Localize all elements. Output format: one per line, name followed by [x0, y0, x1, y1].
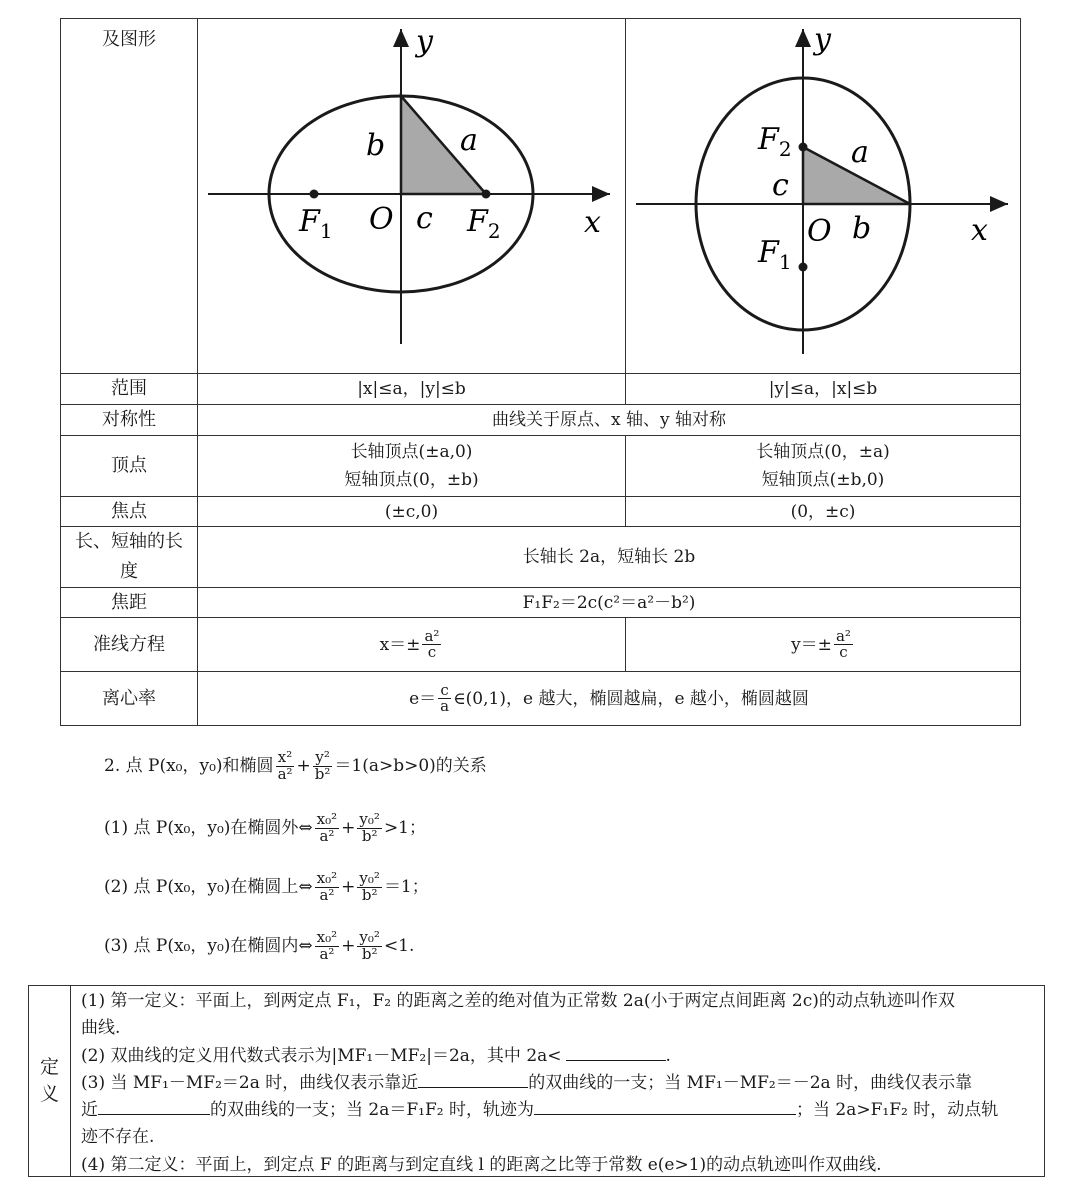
- focus-f1-point: [310, 190, 319, 199]
- section2-title-prefix: 2. 点 P(x₀，y₀)和椭圆: [104, 755, 274, 776]
- section2-item-inside: [104, 930, 414, 963]
- definition-line-4: [81, 1070, 1041, 1097]
- fraction-x0-a2: [315, 871, 340, 904]
- label-origin: O: [369, 202, 394, 237]
- fraction-numerator: y₀²: [359, 810, 380, 828]
- definition-body: [81, 988, 1041, 1179]
- fraction-numerator: c: [440, 680, 449, 699]
- range-left: |x|≤a，|y|≤b: [198, 374, 626, 405]
- label-f1: $F_1$: [758, 235, 792, 274]
- label-f2: $F_2$: [467, 204, 501, 243]
- fraction-y2-b2: [313, 750, 333, 783]
- line4-text-a: (3) 当 MF₁－MF₂＝2a 时，曲线仅表示靠近: [81, 1072, 419, 1093]
- range-right: |y|≤a，|x|≤b: [626, 374, 1021, 405]
- table-row: [61, 374, 1021, 405]
- row-label-eccentricity: 离心率: [61, 672, 198, 726]
- fraction-denominator: b²: [361, 885, 378, 904]
- label-c: c: [772, 168, 789, 203]
- table-row: [61, 527, 1021, 587]
- plus-sign: +: [341, 935, 356, 956]
- fraction-denominator: a²: [319, 826, 335, 845]
- answer-blank-4[interactable]: [534, 1097, 796, 1115]
- label-origin: O: [807, 214, 832, 249]
- vertex-left: [198, 435, 626, 496]
- directrix-left-fraction: [422, 626, 441, 662]
- directrix-left-prefix: x＝±: [379, 634, 421, 655]
- line5-text-c: ；当 2a>F₁F₂ 时，动点轨: [795, 1100, 999, 1121]
- directrix-left: [198, 618, 626, 672]
- directrix-right: [626, 618, 1021, 672]
- x-axis-label: x: [971, 213, 988, 248]
- line5-text-a: 近: [81, 1100, 98, 1121]
- table-row: [61, 618, 1021, 672]
- fraction-x2-a2: [276, 750, 295, 783]
- plus-sign: +: [341, 876, 356, 897]
- row-label-directrix: 准线方程: [61, 618, 198, 672]
- answer-blank-2[interactable]: [418, 1070, 528, 1088]
- focus-f1-point: [799, 263, 808, 272]
- focus-left: (±c,0): [198, 496, 626, 527]
- fraction-numerator: y²: [315, 748, 330, 766]
- row-label-vertex: 顶点: [61, 435, 198, 496]
- vertical-ellipse-figure: [626, 19, 1021, 364]
- focal-distance-value: F₁F₂＝2c(c²＝a²－b²): [198, 587, 1021, 618]
- definition-header-char2: 义: [39, 1083, 59, 1105]
- eccentricity-suffix: ∈(0,1)，e 越大，椭圆越扁，e 越小，椭圆越圆: [453, 688, 809, 709]
- directrix-right-prefix: y＝±: [791, 634, 832, 655]
- fraction-numerator: x₀²: [316, 928, 338, 946]
- answer-blank-3[interactable]: [98, 1097, 210, 1115]
- item-suffix: >1；: [383, 817, 426, 838]
- section2-item-on: [104, 871, 429, 904]
- definition-header-char1: 定: [39, 1056, 59, 1079]
- horizontal-ellipse-figure: [198, 19, 626, 364]
- table-row: [61, 496, 1021, 527]
- plus-sign: +: [296, 755, 311, 776]
- y-axis-label: y: [814, 22, 831, 57]
- fraction-numerator: a²: [424, 626, 440, 645]
- fraction-numerator: y₀²: [359, 928, 380, 946]
- row-label-symmetry: 对称性: [61, 404, 198, 435]
- fraction-denominator: a²: [319, 885, 335, 904]
- fraction-x0-a2: [315, 812, 340, 845]
- table-row: [61, 587, 1021, 618]
- axis-length-label-line1: 长、短轴的长: [75, 531, 183, 553]
- ellipse-properties-table: [60, 18, 1021, 726]
- vertex-right: [626, 435, 1021, 496]
- item-suffix: ＝1；: [383, 876, 429, 897]
- definition-line-5: [81, 1097, 1041, 1124]
- label-b: b: [366, 128, 386, 163]
- section2-item-outside: [104, 812, 426, 845]
- table-row: [61, 672, 1021, 726]
- fraction-y0-b2: [357, 930, 382, 963]
- fraction-x0-a2: [315, 930, 340, 963]
- definition-header: [29, 986, 71, 1176]
- section2-title-suffix: ＝1(a>b>0)的关系: [334, 755, 487, 776]
- fraction-denominator: a²: [277, 764, 293, 783]
- fraction-denominator: a²: [319, 944, 335, 963]
- label-f1: $F_1$: [299, 204, 333, 243]
- fraction-y0-b2: [357, 812, 382, 845]
- item-prefix: (3) 点 P(x₀，y₀)在椭圆内⇔: [104, 935, 313, 956]
- row-label-focal-distance: 焦距: [61, 587, 198, 618]
- x-axis-label: x: [584, 205, 601, 240]
- label-c: c: [416, 201, 433, 236]
- plus-sign: +: [341, 817, 356, 838]
- axis-length-label-line2: 度: [120, 561, 138, 583]
- fraction-denominator: a: [440, 697, 450, 716]
- fraction-y0-b2: [357, 871, 382, 904]
- answer-blank-1[interactable]: [566, 1043, 666, 1061]
- line4-text-b: 的双曲线的一支；当 MF₁－MF₂＝－2a 时，曲线仅表示靠: [528, 1072, 973, 1093]
- label-f2: $F_2$: [758, 122, 792, 161]
- fraction-denominator: b²: [361, 944, 378, 963]
- row-label-axis-length: [61, 527, 198, 587]
- fraction-numerator: a²: [835, 626, 851, 645]
- row-label-focus: 焦点: [61, 496, 198, 527]
- item-prefix: (2) 点 P(x₀，y₀)在椭圆上⇔: [104, 876, 313, 897]
- fraction-denominator: b²: [314, 764, 331, 783]
- definition-line-6: 迹不存在.: [81, 1127, 155, 1148]
- definition-line-2: 曲线.: [81, 1018, 121, 1039]
- definition-line-3: [81, 1043, 1041, 1070]
- item-suffix: <1.: [383, 935, 415, 956]
- section2-title: [104, 750, 487, 783]
- table-row: [61, 435, 1021, 496]
- label-b: b: [852, 211, 872, 246]
- table-row: [61, 404, 1021, 435]
- line5-text-b: 的双曲线的一支；当 2a＝F₁F₂ 时，轨迹为: [210, 1100, 534, 1121]
- graph-label: 及图形: [61, 19, 198, 374]
- focus-right: (0，±c): [626, 496, 1021, 527]
- focus-f2-point: [799, 143, 808, 152]
- fraction-numerator: x²: [277, 748, 293, 766]
- fraction-denominator: c: [427, 643, 437, 662]
- line3-end: .: [665, 1045, 671, 1066]
- definition-line-7: (4) 第二定义：平面上，到定点 F 的距离与到定直线 l 的距离之比等于常数 e(e>1)的动点轨迹叫作双曲线.: [81, 1154, 882, 1175]
- horizontal-ellipse-figure-cell: [198, 19, 626, 374]
- definition-line-1: (1) 第一定义：平面上，到两定点 F₁，F₂ 的距离之差的绝对值为正常数 2a(小于两定点间距离 2c)的动点轨迹叫作双: [81, 991, 955, 1011]
- label-a: a: [460, 123, 478, 158]
- y-axis-label: y: [416, 24, 433, 59]
- vertex-left-minor: 短轴顶点(0，±b): [344, 469, 479, 490]
- fraction-denominator: b²: [361, 826, 378, 845]
- fraction-numerator: x₀²: [316, 869, 338, 887]
- fraction-numerator: y₀²: [359, 869, 380, 887]
- vertex-right-major: 长轴顶点(0，±a): [756, 441, 890, 462]
- axis-length-value: 长轴长 2a，短轴长 2b: [198, 527, 1021, 587]
- eccentricity-prefix: e＝: [409, 688, 437, 709]
- hyperbola-definition-box: [28, 985, 1045, 1177]
- fraction-denominator: c: [839, 643, 848, 662]
- fraction-numerator: x₀²: [316, 810, 338, 828]
- line3-text: (2) 双曲线的定义用代数式表示为|MF₁－MF₂|＝2a，其中 2a<: [81, 1045, 562, 1066]
- item-prefix: (1) 点 P(x₀，y₀)在椭圆外⇔: [104, 817, 313, 838]
- eccentricity-value: [198, 672, 1021, 726]
- symmetry-value: 曲线关于原点、x 轴、y 轴对称: [198, 404, 1021, 435]
- label-a: a: [851, 135, 869, 170]
- row-label-range: 范围: [61, 374, 198, 405]
- vertical-ellipse-figure-cell: [626, 19, 1021, 374]
- directrix-right-fraction: [834, 626, 853, 662]
- vertex-left-major: 长轴顶点(±a,0): [350, 441, 473, 462]
- vertex-right-minor: 短轴顶点(±b,0): [761, 469, 885, 490]
- eccentricity-fraction: [438, 680, 451, 716]
- focus-f2-point: [482, 190, 491, 199]
